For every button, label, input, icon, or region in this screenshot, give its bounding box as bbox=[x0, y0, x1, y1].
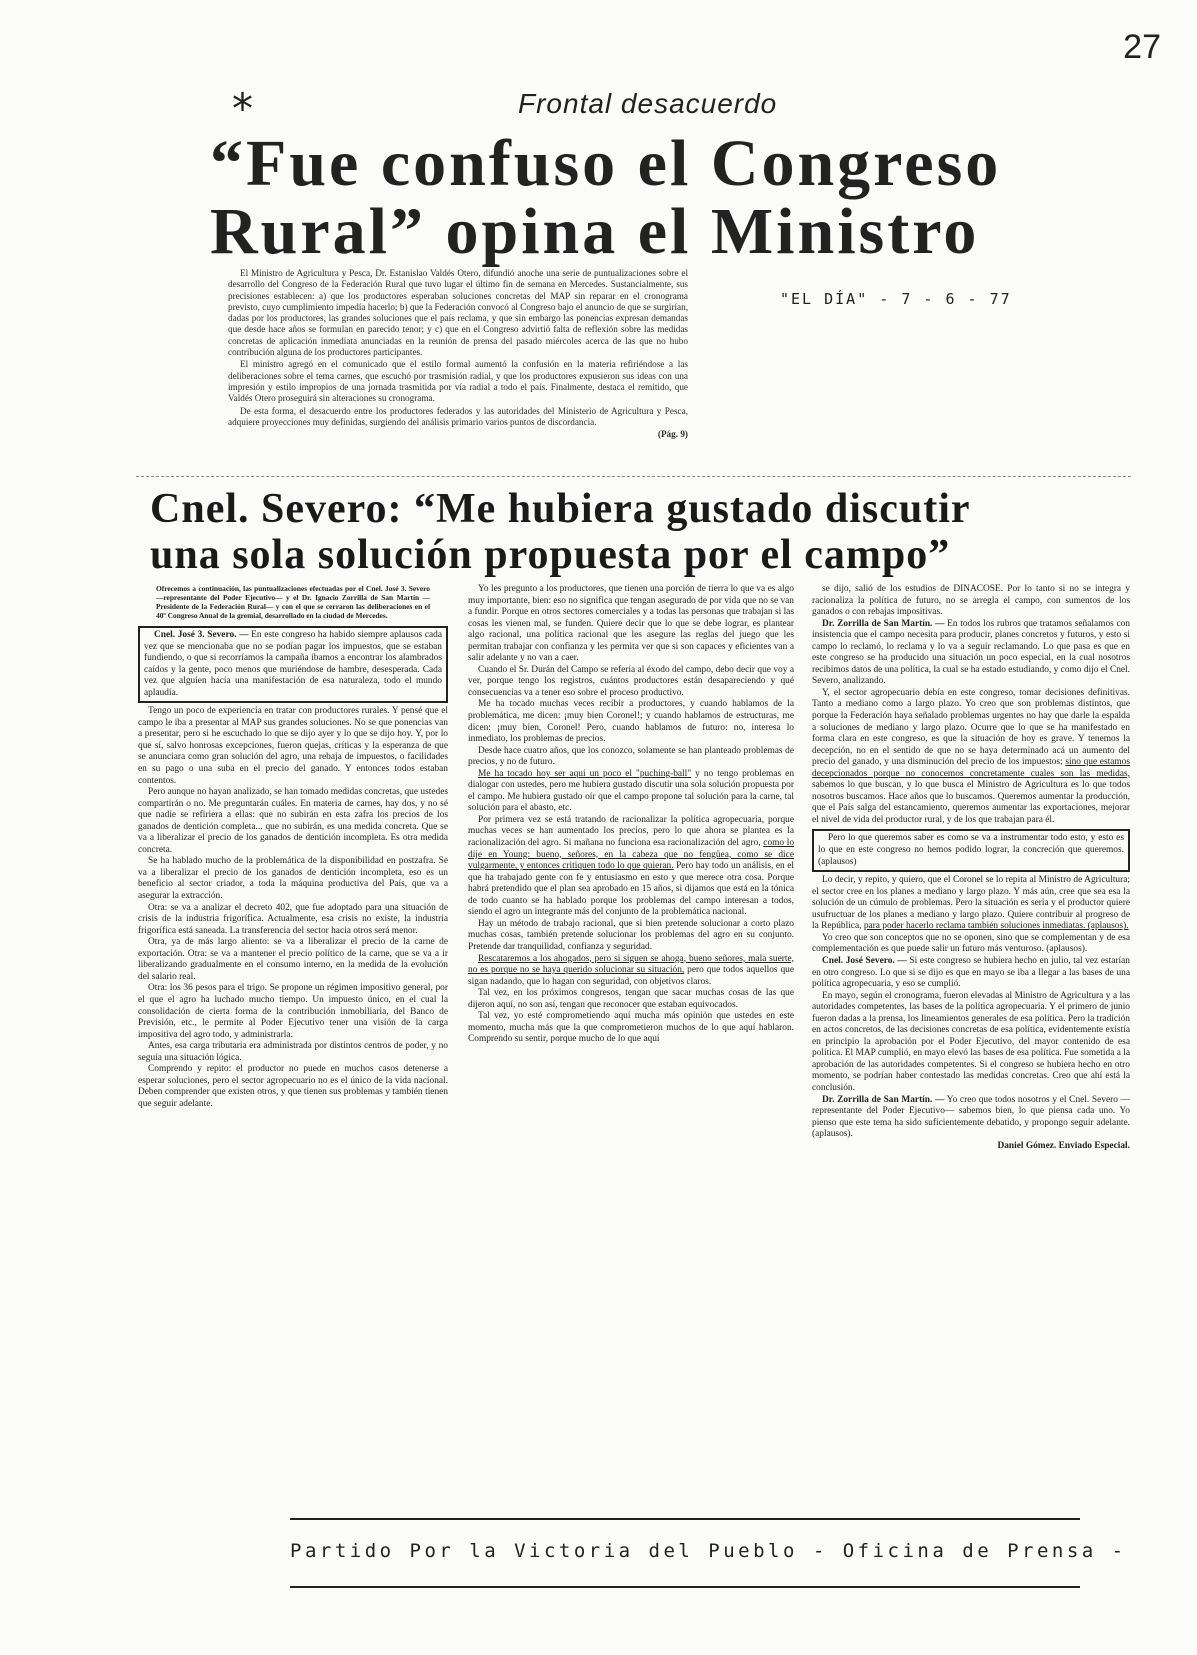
underlined-text: como lo dije en Young: bueno, señores, en la cabeza que no fengüea, como se dice vulgarmente, y entonces critiquen todo lo que quieran. bbox=[468, 838, 795, 872]
paragraph-text: Si este congreso se hubiera hecho en julio, tal vez estarían en otro congreso. Lo que si se dijo es que en mayo se iba a llegar a las bases de una política agropecuaria, y eso se cumplió. bbox=[812, 955, 1130, 990]
lead-paragraph: El ministro agregó en el comunicado que el estilo formal aumentó la confusión en la materia refiriéndose a las deliberaciones sobre el tema carnes, que escuchó por trasmisión radial, y que los productores expusieron sus ideas con una impresión y estilo impropios de una jornada trasmitida por vía radial a todo el país. Finalmente, destaca el remitido, que Valdés Otero proseguirá sin alteraciones su cronograma. bbox=[228, 359, 688, 404]
paragraph: Me ha tocado muchas veces recibir a productores, y cuando hablamos de la problemática, me dicen: ¡muy bien Coronel!; y cuando hablamos de estructuras, me dicen: ¡muy bien, Coronel! Pero, cuando hablamos de futuro: no, interesa lo inmediato, los problemas de precios. bbox=[468, 699, 794, 745]
footer-text: Partido Por la Victoria del Pueblo - Oficina de Prensa - bbox=[290, 1540, 1127, 1562]
paragraph-text: Por primera vez se está tratando de racionalizar la política agropecuaria, porque muchas veces se han aumentado los precios, pero lo que ahora se plantea es la racionalización del agro. Si mañana no funciona esa racionalización del agro, bbox=[468, 814, 794, 849]
handwritten-asterisk-mark: * bbox=[232, 84, 253, 133]
boxed-paragraph bbox=[144, 630, 442, 699]
paragraph bbox=[812, 688, 1130, 827]
page-number: 27 bbox=[1123, 28, 1161, 66]
paragraph bbox=[812, 1095, 1130, 1141]
paragraph: Tal vez, yo esté comprometiendo aquí mucha más opinión que ustedes en este momento, mucha más que la que comprometieron muchos de lo que aquí hablaron. Comprendo su sentir, porque mucho de lo que aquí bbox=[468, 1011, 794, 1045]
article-kicker: Frontal desacuerdo bbox=[518, 88, 778, 119]
byline bbox=[812, 1141, 1130, 1153]
article-column-3 bbox=[812, 584, 1130, 1152]
paragraph: Otra, ya de más largo aliento: se va a liberalizar el precio de la carne de exportación. Otra: se va a mantener el precio político de la carne, que se va a ir liberalizando gradualmente en el consumo interno, en la medida de la evolución del salario real. bbox=[138, 937, 448, 982]
paragraph: Otra: se va a analizar el decreto 402, que fue adoptado para una situación de crisis de la industria frigorífica. Actualmente, esa crisis no existe, la industria frigorífica está saneada. La transferencia del sector hacia otros será menor. bbox=[138, 902, 448, 936]
boxed-quote bbox=[138, 626, 448, 703]
headline-line-2: Rural” opina el Ministro bbox=[210, 195, 980, 268]
byline-name: Daniel Gómez. bbox=[997, 1140, 1057, 1151]
paragraph-text: En este congreso ha habido siempre aplausos cada vez que se mencionaba que no se podían pagar los impuestos, que se estaban fundiendo, o que si recorríamos la campaña íbamos a encontrar los alambrados caídos y la gente, poco menos que muriéndose de hambre, desesperada. Cada vez que alguien hacía una manifestación de esa naturaleza, todo el mundo aplaudía. bbox=[144, 630, 443, 698]
paragraph bbox=[468, 815, 794, 919]
speaker-name: Dr. Zorrilla de San Martín. — bbox=[822, 618, 945, 629]
headline-line-1: “Fue confuso el Congreso bbox=[210, 127, 1002, 200]
paragraph bbox=[468, 769, 794, 815]
boxed-quote bbox=[812, 829, 1130, 872]
interview-intro: Ofrecemos a continuación, las puntualizaciones efectuadas por el Cnel. José 3. Severo —representante del Poder Ejecutivo— y el Dr. Ignacio Zorrilla de San Martín —Presidente de la Federación Rural— y con el que se cerraron las deliberaciones en el 40º Congreso Anual de la gremial, desarrollado en la ciudad de Mercedes. bbox=[156, 584, 430, 620]
paragraph-text: Lo decir, y repito, y quiero, que el Coronel se lo repita al Ministro de Agricultura; el sector cree en los planes a mediano y largo plazo. Y más aún, cree que sea esa la solución de un cúmulo de problemas. Pero la situación es seria y el productor quiere usufructuar de los planes a mediano y largo plazo. Quiere contribuir al progreso de la República, bbox=[812, 875, 1130, 932]
paragraph-text: sabemos lo que buscan, y lo que busca el Ministro de Agricultura es lo que todos nosotros buscamos. Hace años que lo buscamos. Queremos aumentar la producción, que el País salga del estancamiento, queremos aumentar las exportaciones, mejorar el nivel de vida del productor rural, y de los que trabajan para él. bbox=[812, 780, 1130, 825]
paragraph: Cuando el Sr. Durán del Campo se refería al éxodo del campo, debo decir que voy a ver, porque tengo los registros, cuántos productores están desapareciendo y qué consecuencias va a tener eso sobre el proceso productivo. bbox=[468, 664, 794, 698]
paragraph bbox=[812, 875, 1130, 933]
paragraph-text: y no tengo problemas en dialogar con ustedes, pero me hubiera gustado discutir una sola solución propuesta por el campo. Me hubiera gustado oír que el campo propone tal solución para la carne, tal solución para el abasto, etc. bbox=[468, 768, 795, 814]
handwritten-source-note: "EL DÍA" - 7 - 6 - 77 bbox=[780, 290, 1012, 308]
lead-article-body bbox=[228, 268, 688, 441]
paragraph: Hay un método de trabajo racional, que si bien pretende solucionar a corto plazo muchas cosas, también pretende solucionar los problemas del agro en su conjunto. Pretende dar tranquilidad, confianza y seguridad. bbox=[468, 918, 794, 952]
boxed-paragraph: Pero lo que queremos saber es como se va a instrumentar todo esto, y esto es lo que en este congreso no hemos podido lograr, la concreción que queremos. (aplausos) bbox=[818, 833, 1124, 867]
paragraph: Se ha hablado mucho de la problemática de la disponibilidad en postzafra. Se va a liberalizar el precio de los ganados de dentición incompleta, eso es un beneficio al sector criador, a toda la máquina productiva del País, que va a asegurar la extracción. bbox=[138, 856, 448, 902]
paragraph: Tal vez, en los próximos congresos, tengan que sacar muchas cosas de las que dijeron aquí, no son así, tengan que reconocer que estaban equivocados. bbox=[468, 988, 794, 1010]
article-column-2 bbox=[468, 584, 794, 1046]
speaker-name: Cnel. José 3. Severo. — bbox=[154, 630, 249, 640]
paragraph: Otra: los 36 pesos para el trigo. Se propone un régimen impositivo general, por el que el agro ha luchado mucho tiempo. Un impuesto único, en el cual la consolidación de cierta forma de la contribución inmobiliaria, del Banco de Previsión, etc., le permite al Poder Ejecutivo tener una visión de la carga impositiva del agro todo, y administrarla. bbox=[138, 983, 448, 1040]
speaker-name: Dr. Zorrilla de San Martín. — bbox=[822, 1094, 945, 1105]
paragraph-text: pero que todos aquellos que sigan nadando, que lo hagan con seguridad, con objetivos claros. bbox=[468, 965, 794, 987]
footer-rule-top bbox=[290, 1518, 1080, 1520]
article-column-1 bbox=[138, 584, 448, 1110]
paragraph-text: Pero hay todo un análisis, en el que ha trabajado gente con fe y entusiasmo en esto y que merece otra cosa. Porque habrá pretendido que el plan sea aprobado en 15 años, si dijamos que está en la tónica de todo cuanto se ha hablado porque los problemas del campo interesan a todos, siendo el agro un integrante más del conjunto de la problemática nacional. bbox=[468, 861, 794, 918]
byline-role: Enviado Especial. bbox=[1058, 1140, 1130, 1151]
paragraph: Comprendo y repito: el productor no puede en muchos casos detenerse a esperar soluciones, pero el sector agropecuario no es el único de la vida nacional. Deben comprender que existen otros, y que tienen sus problemas y también tienen que seguir adelante. bbox=[138, 1064, 448, 1109]
interview-headline-line-1: Cnel. Severo: “Me hubiera gustado discutir bbox=[150, 486, 971, 532]
paragraph: Tengo un poco de experiencia en tratar con productores rurales. Y pensé que el campo le iba a presentar al MAP sus grandes soluciones. No se que ponencias van a presentar, pero si he escuchado lo que se dijo ayer y lo que se dijo hoy. Y, por lo que sí, salvo honrosas excepciones, fueron quejas, críticas y la esperanza de que se anunciara como gran solución del agro, una rebaja de impuestos, o facilidades en su pago o una suba en el precio del ganado. Y entonces todos estaban contentos. bbox=[138, 706, 448, 786]
paragraph: Yo les pregunto a los productores, que tienen una porción de tierra lo que va es algo muy importante, bien: eso no significa que tengan asegurado de por vida que no se van a fundir. Porque en otros sectores comerciales y a todas las personas que trabajan si las cosas les vienen mal, se funden. Quiere decir que lo que se debe lograr, es plantear algo racional, una política racional que les asegure las reglas del juego que les permitan trabajar con confianza y les permita ver que si son capaces y eficientes van a salir adelante y no van a caer. bbox=[468, 584, 794, 664]
paragraph-text: Yo creo que todos nosotros y el Cnel. Severo —representante del Poder Ejecutivo— sabemos bien, lo que piensa cada uno. Yo pienso que este tema ha sido suficientemente debatido, y propongo seguir adelante. (aplausos). bbox=[812, 1094, 1130, 1140]
paragraph bbox=[468, 954, 794, 989]
article-headline bbox=[210, 127, 1070, 268]
underlined-text: Me ha tocado hoy ser aquí un poco el "puching-ball" bbox=[478, 768, 692, 779]
interview-headline-line-2: una sola solución propuesta por el campo” bbox=[150, 532, 951, 578]
underlined-text: sino que estamos decepcionados porque no conocemos concretamente cuales son las medidas, bbox=[812, 757, 1130, 779]
underlined-text: Rescataremos a los ahogados, pero si siguen se ahoga, bueno señores, mala suerte, no es porque no se haya querido solucionar su situación, bbox=[468, 953, 794, 976]
underlined-text: para poder hacerlo reclama también soluciones inmediatas. (aplausos). bbox=[863, 921, 1129, 932]
paragraph: Yo creo que son conceptos que no se oponen, sino que se complementan y de esa complementación es que puede salir un futuro más venturoso. (aplausos). bbox=[812, 932, 1130, 955]
lead-paragraph: El Ministro de Agricultura y Pesca, Dr. Estanislao Valdés Otero, difundió anoche una serie de puntualizaciones sobre el desarrollo del Congreso de la Federación Rural que tuvo lugar el último fin de semana en Mercedes. Sustancialmente, sus precisiones establecen: a) que los productores esperaban soluciones concretas del MAP sin reparar en el cronograma previsto, cuyo cumplimiento impedía hacerlo; b) que la Federación convocó al Congreso bajo el anuncio de que se surgirían, dadas por los productores, las grandes soluciones que el país reclama, y que sin embargo las ponencias expresan demandas que desde hace años se formulan en parecido tenor; y c) que en el Congreso advirtió falta de reflexión sobre las medidas concretas de aplicación inmediata anunciadas en la reunión de prensa del pasado miércoles acerca de las que no hubo contribución alguna de los productores participantes. bbox=[228, 268, 688, 358]
lead-paragraph: De esta forma, el desacuerdo entre los productores federados y las autoridades del Ministerio de Agricultura y Pesca, adquiere proyecciones muy definidas, surgiendo del análisis primario varios puntos de discordancia. bbox=[228, 405, 688, 427]
paragraph bbox=[812, 956, 1130, 991]
paragraph: En mayo, según el cronograma, fueron elevadas al Ministro de Agricultura y a las autoridades competentes, las bases de la política agropecuaria. Y el primero de junio fueron dadas a la prensa, los lineamientos generales de esa política. Pero la tradición en actos concretos, de las decisiones concretas de esa política, evidentemente existía en principio la aprobación por el Poder Ejecutivo, del mayor contenido de esa política. El MAP cumplió, en mayo elevó las bases de esa política. Fue sometida a la aprobación de las autoridades competentes. Si el congreso se hubiera hecho en otro momento, se podrían haber contestado las medidas concretas. Creo que ahí está la conclusión. bbox=[812, 990, 1130, 1093]
footer-rule-bottom bbox=[290, 1586, 1080, 1588]
section-divider bbox=[136, 476, 1131, 477]
page-reference: (Pág. 9) bbox=[657, 429, 688, 440]
paragraph: se dijo, salió de los estudios de DINACOSE. Por lo tanto si no se integra y racionaliza la política de futuro, no se arregla el campo, con sumentos de los ganados o con rebajas impositivas. bbox=[812, 584, 1130, 618]
paragraph: Pero aunque no hayan analizado, se han tomado medidas concretas, que ustedes compartirán o no. Me preguntarán cuáles. En materia de carnes, hay dos, y no sé que nadie se refiriera a ellas: que no subirán en esta zafra los precios de los ganados de dentición completa... que no subirán, es una medida concreta. Que se va a liberalizar el precio de los ganados de dentición incompleta. Es otra medida concreta. bbox=[138, 787, 448, 855]
paragraph-text: Y, el sector agropecuario debía en este congreso, tomar decisiones definitivas. Tanto a mediano como a largo plazo. Yo creo que son problemas distintos, que porque la Federación haya señalado problemas urgentes no hay que darle la espalda a soluciones de mediano y largo plazo. Ocurre que lo que se ha manifestado en forma clara en este congreso, es que la situación de hoy es grave. Y tenemos la decepción, no en el sentido de que no se haya determinado acá un aumento del precio del ganado, y una disminución del precio de los impuestos; bbox=[812, 687, 1130, 768]
interview-headline bbox=[150, 486, 1130, 578]
paragraph-text: En todos los rubros que tratamos señalamos con insistencia que el campo necesita para producir, planes concretos y futuros, y esto si campo lo reclamó, lo reclama y lo va a seguir reclamando. Lo que pasa es que en este congreso se ha producido una situación un poco especial, en la cual nosotros recibimos datos de una política, la cual se ha estado estudiando, y como dijo el Cnel. Severo, analizando. bbox=[812, 618, 1130, 687]
paragraph: Desde hace cuatro años, que los conozco, solamente se han planteado problemas de precios, y no de futuro. bbox=[468, 745, 794, 768]
paragraph: Antes, esa carga tributaria era administrada por distintos centros de poder, y no seguía una situación lógica. bbox=[138, 1041, 448, 1063]
speaker-name: Cnel. José Severo. — bbox=[822, 955, 907, 966]
paragraph bbox=[812, 619, 1130, 688]
